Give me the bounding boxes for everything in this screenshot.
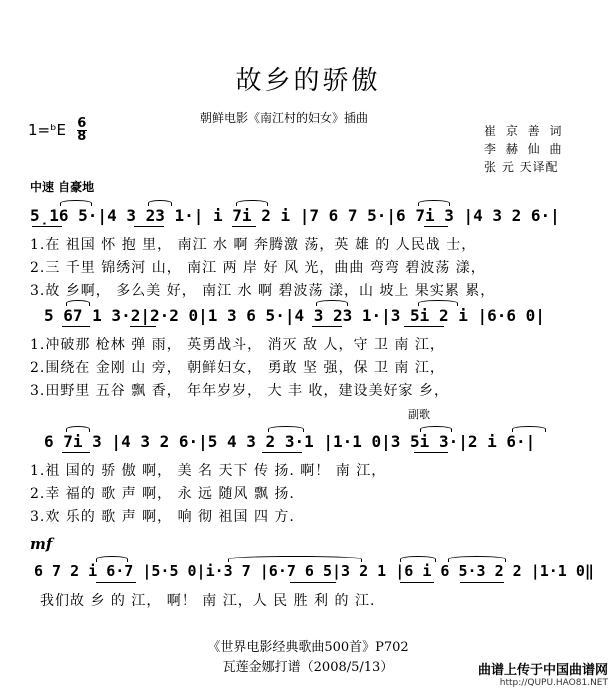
slur xyxy=(96,556,128,562)
lyric-verse-1: 1.祖 国的 骄 傲 啊， 美 名 天下 传 扬. 啊！ 南 江， xyxy=(30,463,387,479)
slur xyxy=(236,200,268,206)
slur xyxy=(66,426,90,432)
notation-line: 5̣16 5·|4 3 23 1·| i 7i 2 i |7 6 7 5·|6 7i 3 |4 3 2 6·| xyxy=(30,206,560,225)
lyric-verse-1: 1.冲破那 枪林 弹 雨， 英勇战斗， 消灭 敌 人，守 卫 南 江， xyxy=(30,337,445,353)
slur xyxy=(316,300,348,306)
lyric-verse-3: 3.田野里 五谷 飘 香， 年年岁岁， 大 丰 收，建设美好家 乡， xyxy=(30,383,449,399)
beam-line xyxy=(62,326,90,327)
page-title: 故乡的骄傲 xyxy=(235,66,381,96)
credit-translator: 张 元 天译配 xyxy=(484,160,559,174)
notation-line: 6 7 2 i 6·7 |5·5 0|i·3 7 |6·7 6 5|3 2 1 |6 i 6 5·3 2 2 |1·1 0‖ xyxy=(34,562,594,580)
credit-composer: 李 赫 仙 曲 xyxy=(484,142,565,156)
lyric-verse-2: 2.围绕在 金刚 山 旁， 朝鲜妇女， 勇敢 坚 强，保 卫 南 江， xyxy=(30,360,445,376)
slur xyxy=(512,426,546,432)
slur xyxy=(448,556,506,562)
watermark-url: http://QUPU.HAO81.NET xyxy=(499,678,608,688)
typesetter-credit: 瓦莲金娜打谱（2008/5/13） xyxy=(222,660,394,675)
site-watermark xyxy=(478,659,608,688)
time-signature xyxy=(77,118,87,143)
slur xyxy=(418,200,450,206)
beam-line xyxy=(62,452,90,453)
source-reference: 《世界电影经典歌曲500首》P702 xyxy=(207,640,409,655)
lyric-verse-1: 1.在 祖国 怀 抱 里， 南江 水 啊 奔腾激 荡，英 雄 的 人民战 士， xyxy=(30,237,477,253)
dynamic-marking: mf xyxy=(30,535,53,553)
beam-line xyxy=(312,326,342,327)
tempo-marking: 中速 自豪地 xyxy=(30,180,95,194)
lyric-verse-3: 3.欢 乐的 歌 声 啊， 响 彻 祖国 四 方. xyxy=(30,509,295,525)
meter-top: 6 xyxy=(77,116,87,131)
lyric-refrain: 我们故 乡 的 江， 啊！ 南 江，人 民 胜 利 的 江. xyxy=(40,593,376,609)
slur xyxy=(66,300,90,306)
beam-line xyxy=(414,452,448,453)
slur xyxy=(418,300,458,306)
lyric-verse-3: 3.故 乡啊， 多么美 好， 南江 水 啊 碧波荡 漾，山 坡上 果实累 累， xyxy=(30,283,496,299)
slur xyxy=(400,556,436,562)
slur xyxy=(420,426,452,432)
slur xyxy=(148,200,172,206)
lyric-verse-2: 2.幸 福的 歌 声 啊， 永 远 随风 飘 扬. xyxy=(30,486,295,502)
beam-line xyxy=(460,582,504,583)
beam-line xyxy=(96,582,136,583)
beam-line xyxy=(424,226,448,227)
credit-lyricist: 崔 京 善 词 xyxy=(484,124,565,138)
beam-line xyxy=(404,326,444,327)
slur xyxy=(60,200,92,206)
beam-line xyxy=(232,226,256,227)
key-signature xyxy=(28,118,87,143)
refrain-marking: 副歌 xyxy=(408,408,430,421)
meter-bottom: 8 xyxy=(77,129,87,144)
beam-line xyxy=(290,582,336,583)
notation-line: 5 67 1 3·2|2·2 0|1 3 6 5·|4 3 23 1·|3 5i 2 i |6·6 0| xyxy=(44,306,545,325)
slur xyxy=(268,426,304,432)
key-label: 1=ᵇE xyxy=(28,121,67,139)
watermark-text: 曲谱上传于中国曲谱网 xyxy=(477,663,608,678)
song-subtitle: 朝鲜电影《南江村的妇女》插曲 xyxy=(200,111,369,125)
beam-line xyxy=(400,582,434,583)
beam-line xyxy=(134,226,164,227)
beam-line xyxy=(32,226,62,227)
notation-line: 6 7i 3 |4 3 2 6·|5 4 3 2 3·1 |1·1 0|3 5i 3·|2 i 6·| xyxy=(44,432,536,451)
beam-line xyxy=(262,452,302,453)
lyric-verse-2: 2.三 千里 锦绣河 山， 南江 两 岸 好 风 光，曲曲 弯弯 碧波荡 漾， xyxy=(30,260,486,276)
beam-line xyxy=(130,326,156,327)
slur xyxy=(228,556,362,562)
